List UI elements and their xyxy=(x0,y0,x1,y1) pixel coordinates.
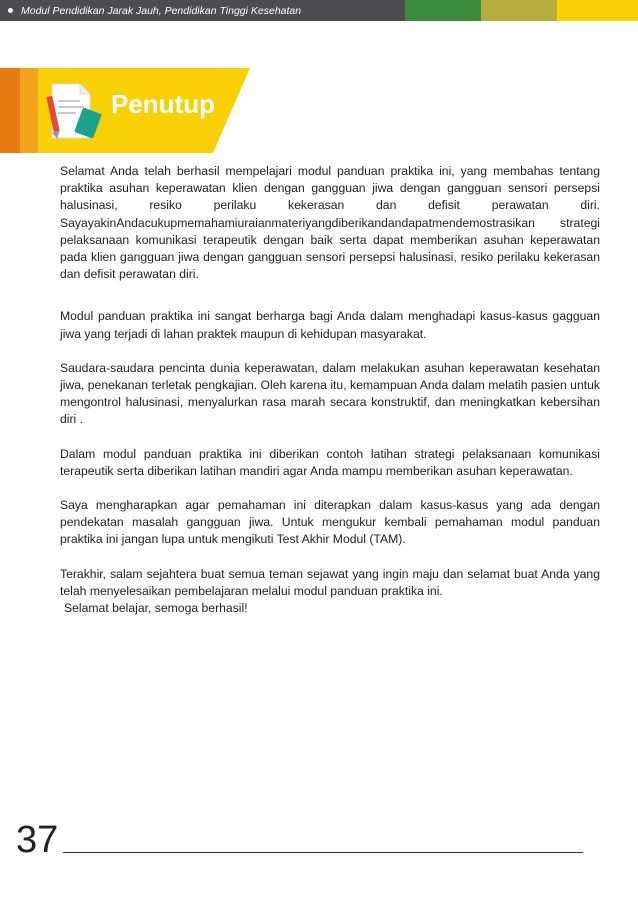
paragraph-assessment: Saudara-saudara pencinta dunia keperawatan, dalam melakukan asuhan keperawatan kesehatan jiwa, penekanan terletak pengkajian. Oleh karena itu, kemampuan Anda dalam melatih pasien untuk mengontrol halusinasi, menyalurkan rasa marah secara konstruktif, dan meningkatkan kebersihan diri . xyxy=(60,360,600,427)
paragraph-intro: Selamat Anda telah berhasil mempelajari modul panduan praktika ini, yang membahas tentang praktika asuhan keperawatan klien dengan gangguan jiwa dengan gangguan sensori persepsi halusinasi, resiko perilaku kekerasan dan defisit perawatan diri. SayayakinAndacukupmemahamiuraianmateriyangdiberikandandapatmendemostrasikan strategi pelaksanaan komunikasi terapeutik dengan baik serta dapat memberikan asuhan keperawatan pada klien gangguan jiwa dengan gangguan sensori persepsi halusinasi, resiko perilaku kekerasan dan defisit perawatan diri. xyxy=(60,164,600,282)
bullet-icon xyxy=(8,8,13,13)
paragraph-farewell: Selamat belajar, semoga berhasil! xyxy=(64,601,248,616)
header-olive-segment xyxy=(481,0,557,21)
paragraph-value: Modul panduan praktika ini sangat berharga bagi Anda dalam menghadapi kasus-kasus gagguan jiwa yang terjadi di lahan praktek maupun di kehidupan masyarakat. xyxy=(60,309,600,341)
header-dark-segment xyxy=(0,0,405,21)
body-content xyxy=(60,163,600,617)
document-pencil-icon xyxy=(46,82,102,140)
paragraph-closing: Terakhir, salam sejahtera buat semua teman sejawat yang ingin maju dan selamat buat Anda yang telah menyelesaikan pembelajaran melalui modul panduan praktika ini. xyxy=(60,566,600,598)
paragraph-application: Saya mengharapkan agar pemahaman ini diterapkan dalam kasus-kasus yang ada dengan pendekatan masalah gangguan jiwa. Untuk mengukur kembali pemahaman modul panduan praktika ini jangan lupa untuk mengikuti Test Akhir Modul (TAM). xyxy=(60,498,600,547)
section-title: Penutup xyxy=(111,89,215,119)
header-green-segment xyxy=(405,0,481,21)
header-yellow-segment xyxy=(557,0,638,21)
running-title: Modul Pendidikan Jarak Jauh, Pendidikan Tinggi Kesehatan xyxy=(21,4,302,17)
footer-rule xyxy=(63,852,583,853)
paragraph-examples: Dalam modul panduan praktika ini diberikan contoh latihan strategi pelaksanaan komunikasi terapeutik serta diberikan latihan mandiri agar Anda mampu memberikan asuhan keperawatan. xyxy=(60,446,600,478)
page-number: 37 xyxy=(16,819,59,861)
running-header xyxy=(0,0,638,21)
